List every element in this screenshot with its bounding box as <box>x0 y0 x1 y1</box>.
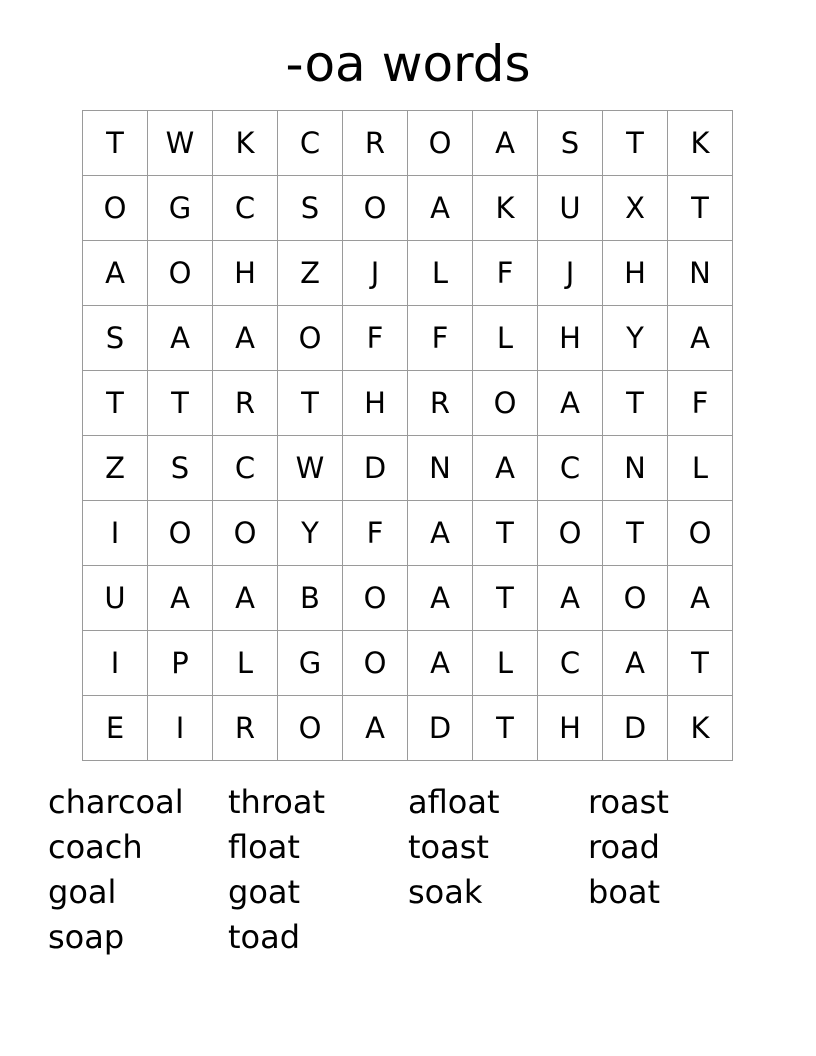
grid-cell[interactable]: R <box>408 371 473 436</box>
grid-cell[interactable]: J <box>538 241 603 306</box>
grid-cell[interactable]: A <box>408 631 473 696</box>
grid-cell[interactable]: F <box>343 501 408 566</box>
grid-cell[interactable]: A <box>148 306 213 371</box>
grid-cell[interactable]: A <box>538 371 603 436</box>
word-list-item: road <box>588 828 660 866</box>
grid-cell[interactable]: H <box>343 371 408 436</box>
grid-cell[interactable]: S <box>83 306 148 371</box>
page-title: -oa words <box>285 35 531 93</box>
grid-cell[interactable]: D <box>343 436 408 501</box>
grid-cell[interactable]: H <box>213 241 278 306</box>
word-list-item: goat <box>228 873 301 911</box>
grid-cell[interactable]: W <box>278 436 343 501</box>
grid-cell[interactable]: R <box>213 371 278 436</box>
word-list-column <box>228 780 408 960</box>
word-list-item: roast <box>588 783 669 821</box>
grid-cell[interactable]: T <box>148 371 213 436</box>
word-list-item: throat <box>228 783 326 821</box>
grid-cell[interactable]: O <box>213 501 278 566</box>
grid-cell[interactable]: A <box>408 176 473 241</box>
grid-cell[interactable]: I <box>148 696 213 761</box>
grid-cell[interactable]: H <box>538 306 603 371</box>
grid-cell[interactable]: F <box>668 371 733 436</box>
grid-cell[interactable]: U <box>83 566 148 631</box>
grid-cell[interactable]: A <box>343 696 408 761</box>
grid-cell[interactable]: O <box>408 111 473 176</box>
grid-cell[interactable]: C <box>213 436 278 501</box>
word-list-item: charcoal <box>48 783 184 821</box>
grid-cell[interactable]: T <box>278 371 343 436</box>
grid-cell[interactable]: A <box>213 566 278 631</box>
grid-cell[interactable]: L <box>213 631 278 696</box>
word-search-grid <box>82 110 733 761</box>
grid-cell[interactable]: O <box>668 501 733 566</box>
grid-cell[interactable]: C <box>538 631 603 696</box>
grid-cell[interactable]: L <box>668 436 733 501</box>
word-list <box>48 780 768 960</box>
word-list-item: boat <box>588 873 661 911</box>
grid-cell[interactable]: L <box>473 631 538 696</box>
grid-cell[interactable]: A <box>668 306 733 371</box>
grid-cell[interactable]: I <box>83 631 148 696</box>
grid-cell[interactable]: A <box>408 501 473 566</box>
word-list-item: soap <box>48 918 125 956</box>
grid-cell[interactable]: O <box>343 566 408 631</box>
grid-cell[interactable]: Y <box>603 306 668 371</box>
grid-cell[interactable]: H <box>603 241 668 306</box>
grid-cell[interactable]: W <box>148 111 213 176</box>
grid-cell[interactable]: A <box>603 631 668 696</box>
grid-cell[interactable]: S <box>538 111 603 176</box>
word-list-column <box>588 780 768 960</box>
grid-cell[interactable]: E <box>83 696 148 761</box>
grid-cell[interactable]: R <box>213 696 278 761</box>
word-list-item: toast <box>408 828 489 866</box>
grid-cell[interactable]: A <box>148 566 213 631</box>
grid-cell[interactable]: G <box>148 176 213 241</box>
grid-cell[interactable]: A <box>408 566 473 631</box>
grid-cell[interactable]: A <box>668 566 733 631</box>
grid-cell[interactable]: K <box>473 176 538 241</box>
grid-cell[interactable]: O <box>83 176 148 241</box>
grid-cell[interactable]: Y <box>278 501 343 566</box>
grid-cell[interactable]: L <box>408 241 473 306</box>
grid-cell[interactable]: F <box>343 306 408 371</box>
grid-cell[interactable]: F <box>408 306 473 371</box>
grid-cell[interactable]: R <box>343 111 408 176</box>
grid-cell[interactable]: O <box>343 176 408 241</box>
grid-cell[interactable]: I <box>83 501 148 566</box>
grid-cell[interactable]: C <box>213 176 278 241</box>
grid-cell[interactable]: L <box>473 306 538 371</box>
grid-cell[interactable]: O <box>278 306 343 371</box>
grid-cell[interactable]: T <box>473 501 538 566</box>
grid-cell[interactable]: O <box>148 501 213 566</box>
grid-cell[interactable]: D <box>603 696 668 761</box>
grid-cell[interactable]: A <box>538 566 603 631</box>
word-list-item: toad <box>228 918 301 956</box>
grid-cell[interactable]: N <box>668 241 733 306</box>
grid-cell[interactable]: H <box>538 696 603 761</box>
grid-cell[interactable]: O <box>538 501 603 566</box>
grid-cell[interactable]: U <box>538 176 603 241</box>
grid-cell[interactable]: O <box>278 696 343 761</box>
grid-cell[interactable]: A <box>83 241 148 306</box>
word-list-column <box>408 780 588 960</box>
grid-cell[interactable]: O <box>148 241 213 306</box>
grid-cell[interactable]: K <box>213 111 278 176</box>
grid-cell[interactable]: S <box>148 436 213 501</box>
grid-cell[interactable]: G <box>278 631 343 696</box>
grid-cell[interactable]: T <box>668 631 733 696</box>
grid-cell[interactable]: T <box>603 111 668 176</box>
grid-cell[interactable]: N <box>603 436 668 501</box>
grid-cell[interactable]: C <box>538 436 603 501</box>
grid-cell[interactable]: A <box>473 111 538 176</box>
grid-cell[interactable]: T <box>473 696 538 761</box>
grid-cell[interactable]: N <box>408 436 473 501</box>
grid-cell[interactable]: T <box>83 111 148 176</box>
grid-cell[interactable]: T <box>668 176 733 241</box>
grid-cell[interactable]: X <box>603 176 668 241</box>
grid-cell[interactable]: S <box>278 176 343 241</box>
grid-cell[interactable]: K <box>668 696 733 761</box>
grid-cell[interactable]: T <box>473 566 538 631</box>
grid-cell[interactable]: C <box>278 111 343 176</box>
grid-cell[interactable]: O <box>343 631 408 696</box>
grid-cell[interactable]: F <box>473 241 538 306</box>
word-list-item: goal <box>48 873 117 911</box>
grid-cell[interactable]: J <box>343 241 408 306</box>
grid-cell[interactable]: T <box>83 371 148 436</box>
grid-cell[interactable]: T <box>603 501 668 566</box>
grid-cell[interactable]: P <box>148 631 213 696</box>
grid-cell[interactable]: D <box>408 696 473 761</box>
grid-cell[interactable]: T <box>603 371 668 436</box>
word-list-column <box>48 780 228 960</box>
grid-cell[interactable]: O <box>603 566 668 631</box>
grid-cell[interactable]: A <box>473 436 538 501</box>
grid-cell[interactable]: Z <box>83 436 148 501</box>
grid-cell[interactable]: B <box>278 566 343 631</box>
grid-cell[interactable]: O <box>473 371 538 436</box>
word-list-item: float <box>228 828 300 866</box>
word-list-item: coach <box>48 828 143 866</box>
grid-cell[interactable]: K <box>668 111 733 176</box>
word-list-item: soak <box>408 873 483 911</box>
grid-cell[interactable]: Z <box>278 241 343 306</box>
grid-cell[interactable]: A <box>213 306 278 371</box>
word-list-item: afloat <box>408 783 500 821</box>
